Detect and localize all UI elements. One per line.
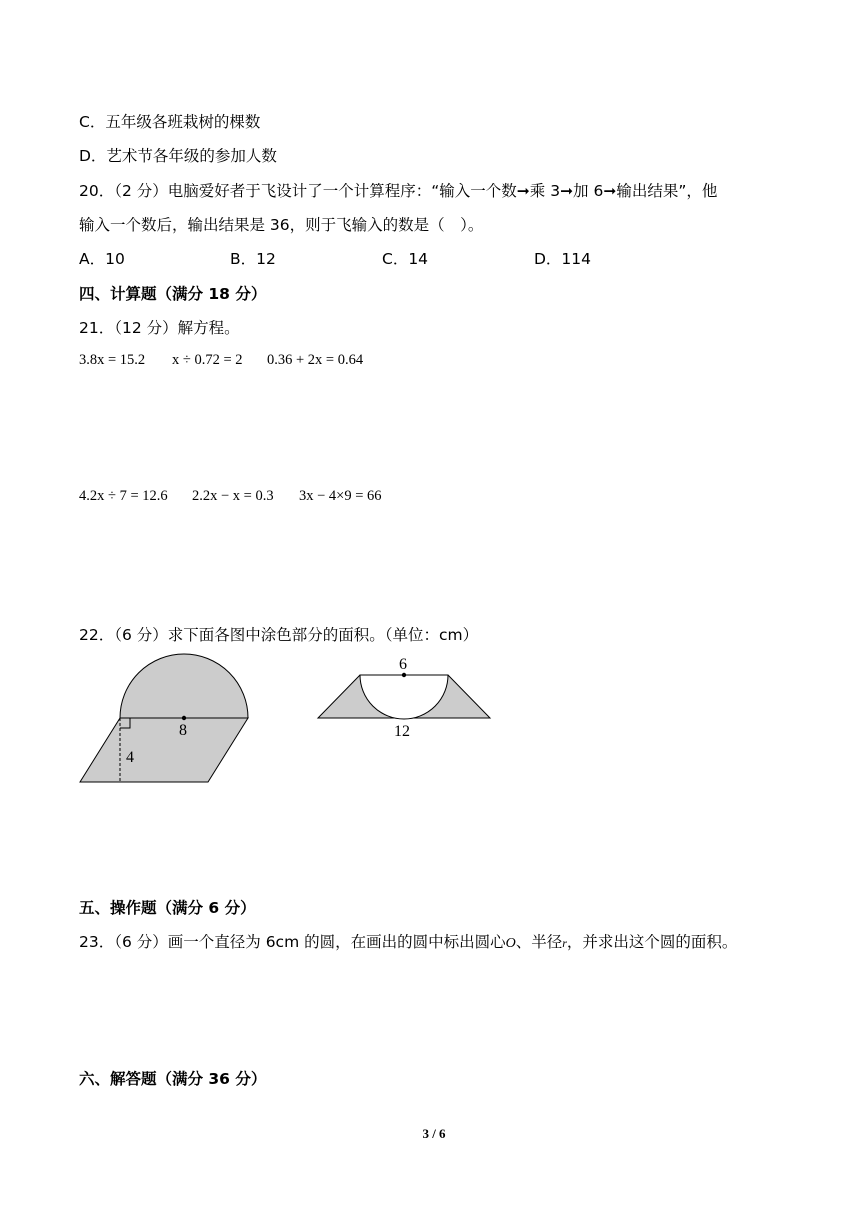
q23-part-a: 23．（6 分）画一个直径为 6cm 的圆，在画出的圆中标出圆心 — [79, 933, 506, 951]
question-23 — [79, 932, 737, 954]
label-height-4: 4 — [126, 749, 134, 766]
equation-5: 2.2x − x = 0.3 — [192, 488, 274, 504]
q23-symbol-o: O — [505, 936, 516, 951]
shaded-parallelogram — [80, 718, 248, 782]
shaded-semicircle — [120, 654, 248, 718]
section-4-heading: 四、计算题（满分 18 分） — [79, 285, 267, 303]
section-5-heading: 五、操作题（满分 6 分） — [79, 899, 256, 917]
equation-2: x ÷ 0.72 = 2 — [172, 352, 243, 368]
section-6-heading: 六、解答题（满分 36 分） — [79, 1070, 267, 1088]
center-point — [182, 716, 186, 720]
equation-1: 3.8x = 15.2 — [79, 352, 146, 368]
label-base-8: 8 — [179, 722, 187, 739]
equation-4: 4.2x ÷ 7 = 12.6 — [79, 488, 168, 504]
question-20-line-1: 20．（2 分）电脑爱好者于飞设计了一个计算程序：“输入一个数➞乘 3➞加 6➞输出结果”，他 — [79, 182, 718, 200]
q23-symbol-r: r — [562, 936, 567, 950]
equation-3: 0.36 + 2x = 0.64 — [267, 352, 364, 368]
question-20-line-2: 输入一个数后，输出结果是 36，则于飞输入的数是（ ）。 — [79, 216, 484, 234]
figure-trapezoid-semicircle — [310, 650, 500, 745]
q20-option-d: D．114 — [534, 250, 592, 268]
label-top-6: 6 — [399, 656, 407, 673]
option-c-previous: C．五年级各班栽树的棵数 — [79, 113, 261, 131]
q20-option-a: A．10 — [79, 250, 125, 268]
page-number: 3 / 6 — [422, 1126, 446, 1141]
q20-option-c: C．14 — [382, 250, 429, 268]
equation-6: 3x − 4×9 = 66 — [299, 488, 382, 504]
option-d-previous: D．艺术节各年级的参加人数 — [79, 147, 277, 165]
q23-part-c: ，并求出这个圆的面积。 — [566, 933, 738, 951]
top-center-point — [402, 673, 406, 677]
figure-semicircle-parallelogram — [70, 650, 260, 790]
q20-option-b: B．12 — [230, 250, 276, 268]
question-21: 21．（12 分）解方程。 — [79, 319, 240, 337]
q23-part-b: 、半径 — [515, 933, 563, 951]
label-bottom-12: 12 — [394, 723, 410, 740]
question-22: 22．（6 分）求下面各图中涂色部分的面积。（单位：cm） — [79, 626, 479, 644]
